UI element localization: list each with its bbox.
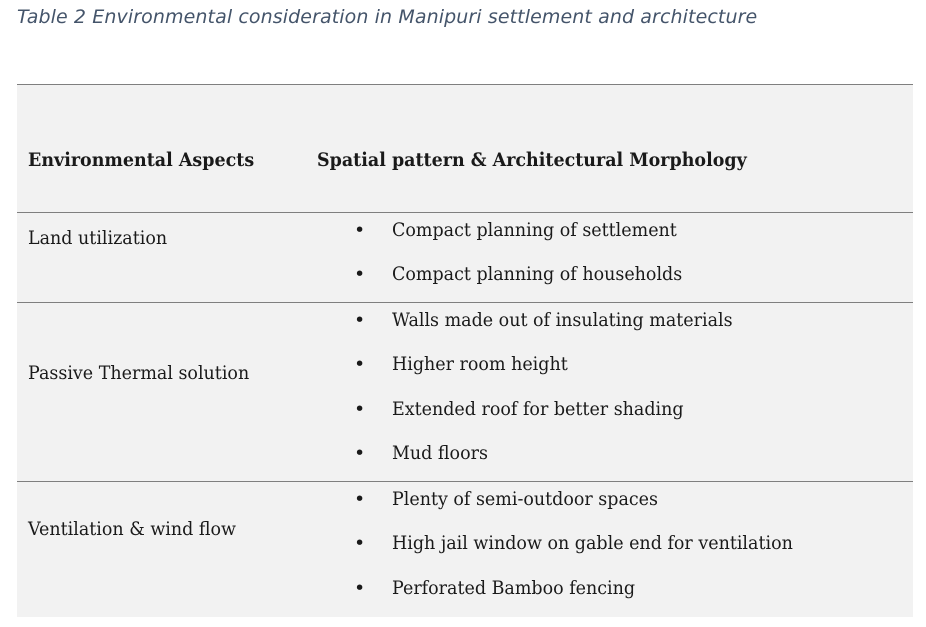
bullet-icon: • bbox=[354, 577, 366, 599]
list-item-text: Walls made out of insulating materials bbox=[392, 309, 733, 331]
list-item-text: Extended roof for better shading bbox=[392, 398, 684, 420]
bullet-list bbox=[17, 482, 913, 617]
aspect-label: Land utilization bbox=[28, 227, 168, 249]
bullet-icon: • bbox=[354, 398, 366, 420]
header-spatial-pattern: Spatial pattern & Architectural Morphology bbox=[317, 149, 747, 171]
aspect-label: Passive Thermal solution bbox=[28, 362, 250, 384]
bullet-icon: • bbox=[354, 532, 366, 554]
list-item-text: Compact planning of settlement bbox=[392, 219, 677, 241]
bullet-icon: • bbox=[354, 263, 366, 285]
bullet-icon: • bbox=[354, 442, 366, 464]
bullet-icon: • bbox=[354, 309, 366, 331]
bullet-list bbox=[17, 303, 913, 481]
table-row bbox=[17, 482, 913, 617]
environmental-table bbox=[17, 84, 913, 617]
aspect-label: Ventilation & wind flow bbox=[28, 518, 237, 540]
header-environmental-aspects: Environmental Aspects bbox=[28, 149, 255, 171]
table-caption: Table 2 Environmental consideration in Manipuri settlement and architecture bbox=[17, 6, 758, 28]
bullet-icon: • bbox=[354, 488, 366, 510]
table-header-row bbox=[17, 85, 913, 213]
bullet-icon: • bbox=[354, 353, 366, 375]
table-row bbox=[17, 213, 913, 303]
bullet-list bbox=[17, 213, 913, 302]
list-item-text: High jail window on gable end for ventilation bbox=[392, 532, 793, 554]
list-item-text: Perforated Bamboo fencing bbox=[392, 577, 636, 599]
list-item-text: Higher room height bbox=[392, 353, 568, 375]
list-item-text: Plenty of semi-outdoor spaces bbox=[392, 488, 658, 510]
list-item-text: Mud floors bbox=[392, 442, 488, 464]
list-item-text: Compact planning of households bbox=[392, 263, 683, 285]
bullet-icon: • bbox=[354, 219, 366, 241]
table-row bbox=[17, 303, 913, 482]
